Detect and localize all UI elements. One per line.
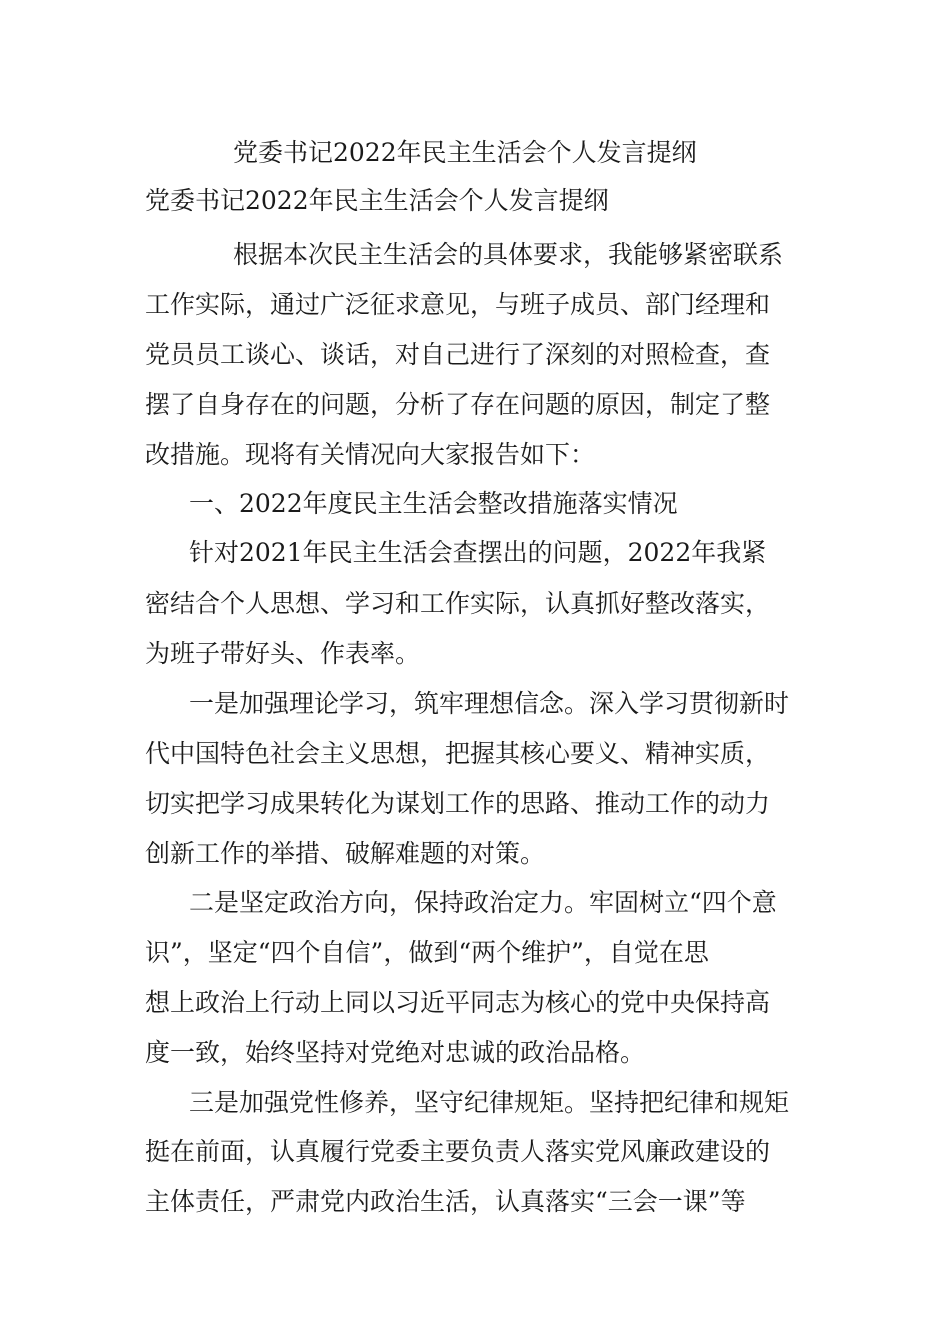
body-line: 主体责任，严肃党内政治生活，认真落实“三会一课”等 bbox=[145, 1187, 746, 1216]
body-line: 度一致，始终坚持对党绝对忠诚的政治品格。 bbox=[145, 1038, 646, 1067]
body-line: 挺在前面，认真履行党委主要负责人落实党风廉政建设的 bbox=[145, 1137, 771, 1166]
body-line: 切实把学习成果转化为谋划工作的思路、推动工作的动力 bbox=[145, 789, 771, 818]
body-line: 针对2021年民主生活会查摆出的问题，2022年我紧 bbox=[189, 538, 767, 567]
section-heading: 一、2022年度民主生活会整改措施落实情况 bbox=[189, 489, 678, 518]
body-line: 代中国特色社会主义思想，把握其核心要义、精神实质， bbox=[145, 739, 771, 768]
body-line: 密结合个人思想、学习和工作实际，认真抓好整改落实， bbox=[145, 589, 771, 618]
body-line: 一是加强理论学习，筑牢理想信念。深入学习贯彻新时 bbox=[189, 689, 790, 718]
body-line: 根据本次民主生活会的具体要求，我能够紧密联系 bbox=[233, 240, 784, 269]
body-line: 党员员工谈心、谈话，对自己进行了深刻的对照检查，查 bbox=[145, 340, 771, 369]
body-line: 二是坚定政治方向，保持政治定力。牢固树立“四个意 bbox=[189, 888, 777, 917]
body-line: 三是加强党性修养，坚守纪律规矩。坚持把纪律和规矩 bbox=[189, 1088, 790, 1117]
body-line: 摆了自身存在的问题，分析了存在问题的原因，制定了整 bbox=[145, 390, 771, 419]
body-line: 想上政治上行动上同以习近平同志为核心的党中央保持高 bbox=[145, 988, 771, 1017]
body-line: 为班子带好头、作表率。 bbox=[145, 639, 421, 668]
document-subtitle: 党委书记2022年民主生活会个人发言提纲 bbox=[145, 186, 609, 215]
body-line: 识”，坚定“四个自信”，做到“两个维护”，自觉在思 bbox=[145, 938, 709, 967]
body-line: 改措施。现将有关情况向大家报告如下： bbox=[145, 440, 596, 469]
body-line: 创新工作的举措、破解难题的对策。 bbox=[145, 839, 546, 868]
body-line: 工作实际，通过广泛征求意见，与班子成员、部门经理和 bbox=[145, 290, 771, 319]
document-title: 党委书记2022年民主生活会个人发言提纲 bbox=[233, 138, 697, 167]
